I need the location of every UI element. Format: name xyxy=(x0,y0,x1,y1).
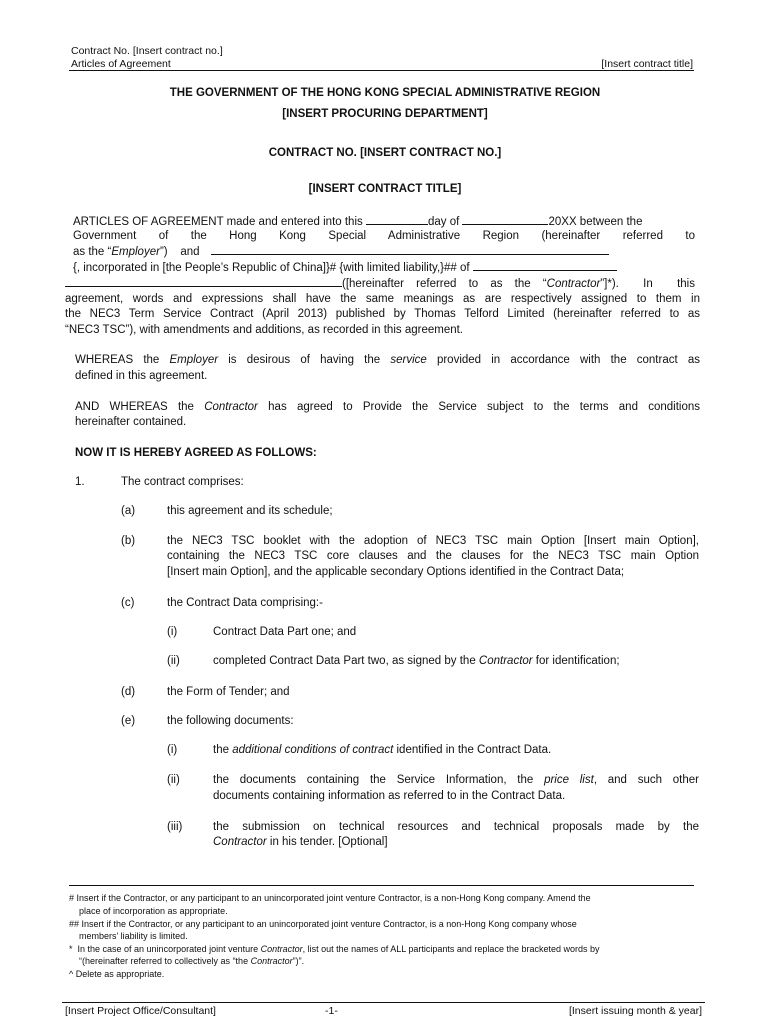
item-b-line-3: [Insert main Option], and the applicable secondary Options identified in the Contract Data; xyxy=(167,566,625,578)
whereas-2-line-1: AND WHEREAS the Contractor has agreed to Provide the Service subject to the terms and conditions xyxy=(75,401,701,413)
whereas-2-line-2: hereinafter contained. xyxy=(75,416,187,428)
item-b-line-1: the NEC3 TSC booklet with the adoption of NEC3 TSC main Option [Insert main Option], xyxy=(167,535,699,547)
agreement-line-2: Government of the Hong Kong Special Administrative Region (hereinafter referred to xyxy=(73,230,695,242)
footnote-1-line-1: # Insert if the Contractor, or any participant to an unincorporated joint venture Contractor, is a non-Hong Kong company. Amend the xyxy=(69,893,591,903)
item-a-text: this agreement and its schedule; xyxy=(167,505,333,517)
agreement-line-7: the NEC3 Term Service Contract (April 2013) published by Thomas Telford Limited (hereinafter referred to as xyxy=(65,308,700,320)
title-contract-no: CONTRACT NO. [INSERT CONTRACT NO.] xyxy=(268,147,502,159)
agreement-line-8: “NEC3 TSC”), with amendments and additions, as recorded in this agreement. xyxy=(65,324,464,336)
item-b-line-2: containing the NEC3 TSC core clauses and the clauses for the NEC3 TSC main Option xyxy=(167,550,699,562)
item-e-label: (e) xyxy=(121,715,136,727)
agreement-line-1: ARTICLES OF AGREEMENT made and entered into this day of 20XX between the xyxy=(73,216,643,228)
whereas-1-line-2: defined in this agreement. xyxy=(75,370,208,382)
header-articles: Articles of Agreement xyxy=(71,58,171,70)
footnote-rule xyxy=(69,885,694,886)
footnote-1-line-2: place of incorporation as appropriate. xyxy=(79,906,228,916)
agreed-heading: NOW IT IS HEREBY AGREED AS FOLLOWS: xyxy=(75,447,317,459)
item-e-ii-line-1: the documents containing the Service Information, the price list, and such other xyxy=(213,774,699,786)
item-e-i-text: the additional conditions of contract identified in the Contract Data. xyxy=(213,744,552,756)
footnote-3-line-1: * In the case of an unincorporated joint venture Contractor, list out the names of ALL participants and replace the bracketed words by xyxy=(69,944,600,954)
header-contract-no: Contract No. [Insert contract no.] xyxy=(71,45,223,57)
clause-1-text: The contract comprises: xyxy=(121,476,244,488)
item-e-iii-label: (iii) xyxy=(167,821,183,833)
item-c-text: the Contract Data comprising:- xyxy=(167,597,323,609)
item-c-ii-label: (ii) xyxy=(167,655,180,667)
footer-office: [Insert Project Office/Consultant] xyxy=(65,1005,216,1017)
item-e-i-label: (i) xyxy=(167,744,178,756)
item-e-ii-label: (ii) xyxy=(167,774,180,786)
footnote-2-line-1: ## Insert if the Contractor, or any participant to an unincorporated joint venture Contractor, is a non-Hong Kong company whose xyxy=(69,919,577,929)
item-c-label: (c) xyxy=(121,597,135,609)
header-contract-title: [Insert contract title] xyxy=(601,58,693,70)
clause-1-number: 1. xyxy=(75,476,85,488)
footnote-4: ^ Delete as appropriate. xyxy=(69,969,165,979)
item-c-i-text: Contract Data Part one; and xyxy=(213,626,357,638)
title-government: THE GOVERNMENT OF THE HONG KONG SPECIAL ADMINISTRATIVE REGION xyxy=(169,87,601,99)
item-e-text: the following documents: xyxy=(167,715,294,727)
footer-rule xyxy=(62,1002,705,1003)
footer-page-number: -1- xyxy=(325,1005,338,1017)
whereas-1-line-1: WHEREAS the Employer is desirous of having the service provided in accordance with the contract as xyxy=(75,354,700,366)
title-contract-title: [INSERT CONTRACT TITLE] xyxy=(308,183,462,195)
agreement-line-4: {, incorporated in [the People’s Republic of China]}# {with limited liability,}## of xyxy=(73,260,673,277)
item-b-label: (b) xyxy=(121,535,136,547)
footer-date: [Insert issuing month & year] xyxy=(568,1005,702,1017)
agreement-line-5: ([hereinafter referred to as the “Contractor”]*). In this xyxy=(65,276,700,293)
item-d-text: the Form of Tender; and xyxy=(167,686,290,698)
title-department: [INSERT PROCURING DEPARTMENT] xyxy=(282,108,488,120)
footnote-2-line-2: members’ liability is limited. xyxy=(79,931,188,941)
agreement-line-6: agreement, words and expressions shall have the same meanings as are respectively assigned to them in xyxy=(65,293,700,305)
item-c-i-label: (i) xyxy=(167,626,178,638)
item-c-ii-text: completed Contract Data Part two, as signed by the Contractor for identification; xyxy=(213,655,620,667)
item-d-label: (d) xyxy=(121,686,136,698)
item-a-label: (a) xyxy=(121,505,136,517)
footnote-3-line-2: “(hereinafter referred to collectively as “the Contractor”)”. xyxy=(79,956,305,966)
item-e-ii-line-2: documents containing information as referred to in the Contract Data. xyxy=(213,790,566,802)
item-e-iii-line-1: the submission on technical resources and technical proposals made by the xyxy=(213,821,699,833)
header-rule xyxy=(69,70,694,71)
agreement-line-3: as the “Employer”) and xyxy=(73,244,673,261)
item-e-iii-line-2: Contractor in his tender. [Optional] xyxy=(213,836,388,848)
